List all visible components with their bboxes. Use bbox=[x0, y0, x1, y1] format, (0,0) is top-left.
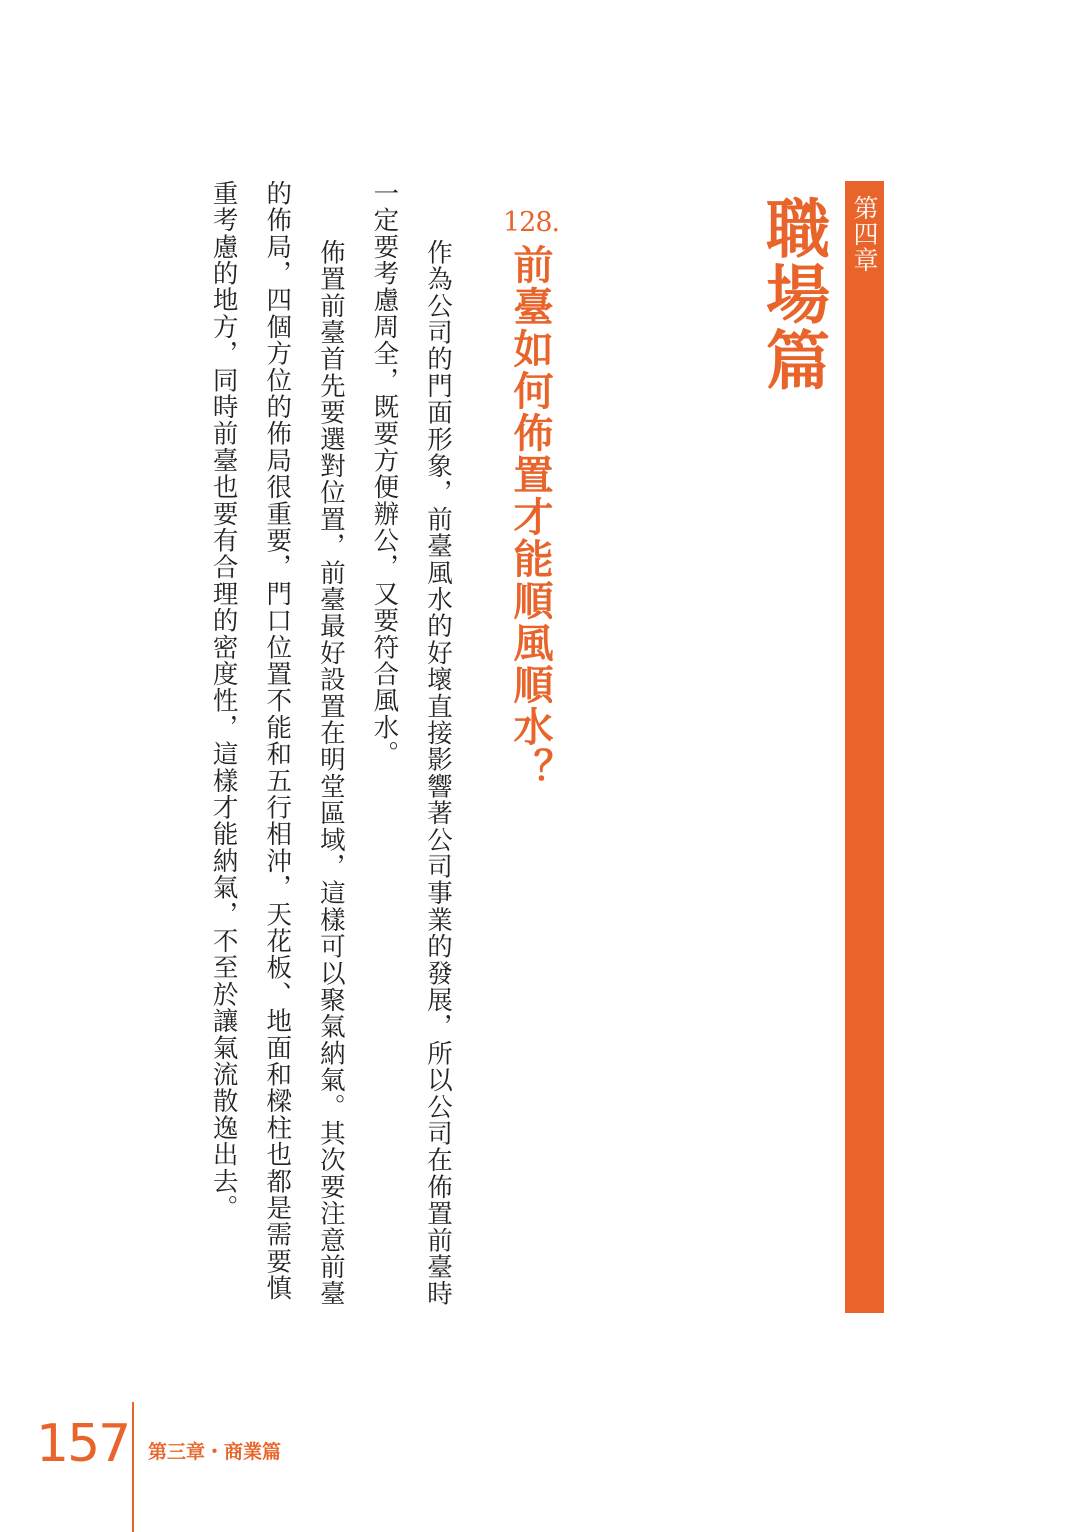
body-paragraph-1: 作為公司的門面形象，前臺風水的好壞直接影響著公司事業的發展，所以公司在佈置前臺時一定要考慮周全，既要方便辦公，又要符合風水。 bbox=[369, 180, 453, 1307]
page-number: 157 bbox=[36, 1414, 130, 1474]
running-head: 第三章・商業篇 bbox=[148, 1441, 282, 1463]
chapter-tab-bar bbox=[845, 181, 884, 1313]
section-title: 職場篇 bbox=[755, 195, 830, 393]
question-number: 128. bbox=[503, 207, 560, 238]
body-paragraph-2: 佈置前臺首先要選對位置，前臺最好設置在明堂區域，這樣可以聚氣納氣。其次要注意前臺的佈局，四個方位的佈局很重要，門口位置不能和五行相沖，天花板、地面和樑柱也都是需要慎重考慮的地方，同時前臺也要有合理的密度性，這樣才能納氣，不至於讓氣流散逸出去。 bbox=[208, 180, 346, 1307]
footer-divider bbox=[132, 1402, 134, 1532]
body-text bbox=[196, 180, 464, 1320]
question-title: 前臺如何佈置才能順風順水？ bbox=[507, 244, 554, 790]
chapter-label: 第四章 bbox=[850, 195, 879, 273]
